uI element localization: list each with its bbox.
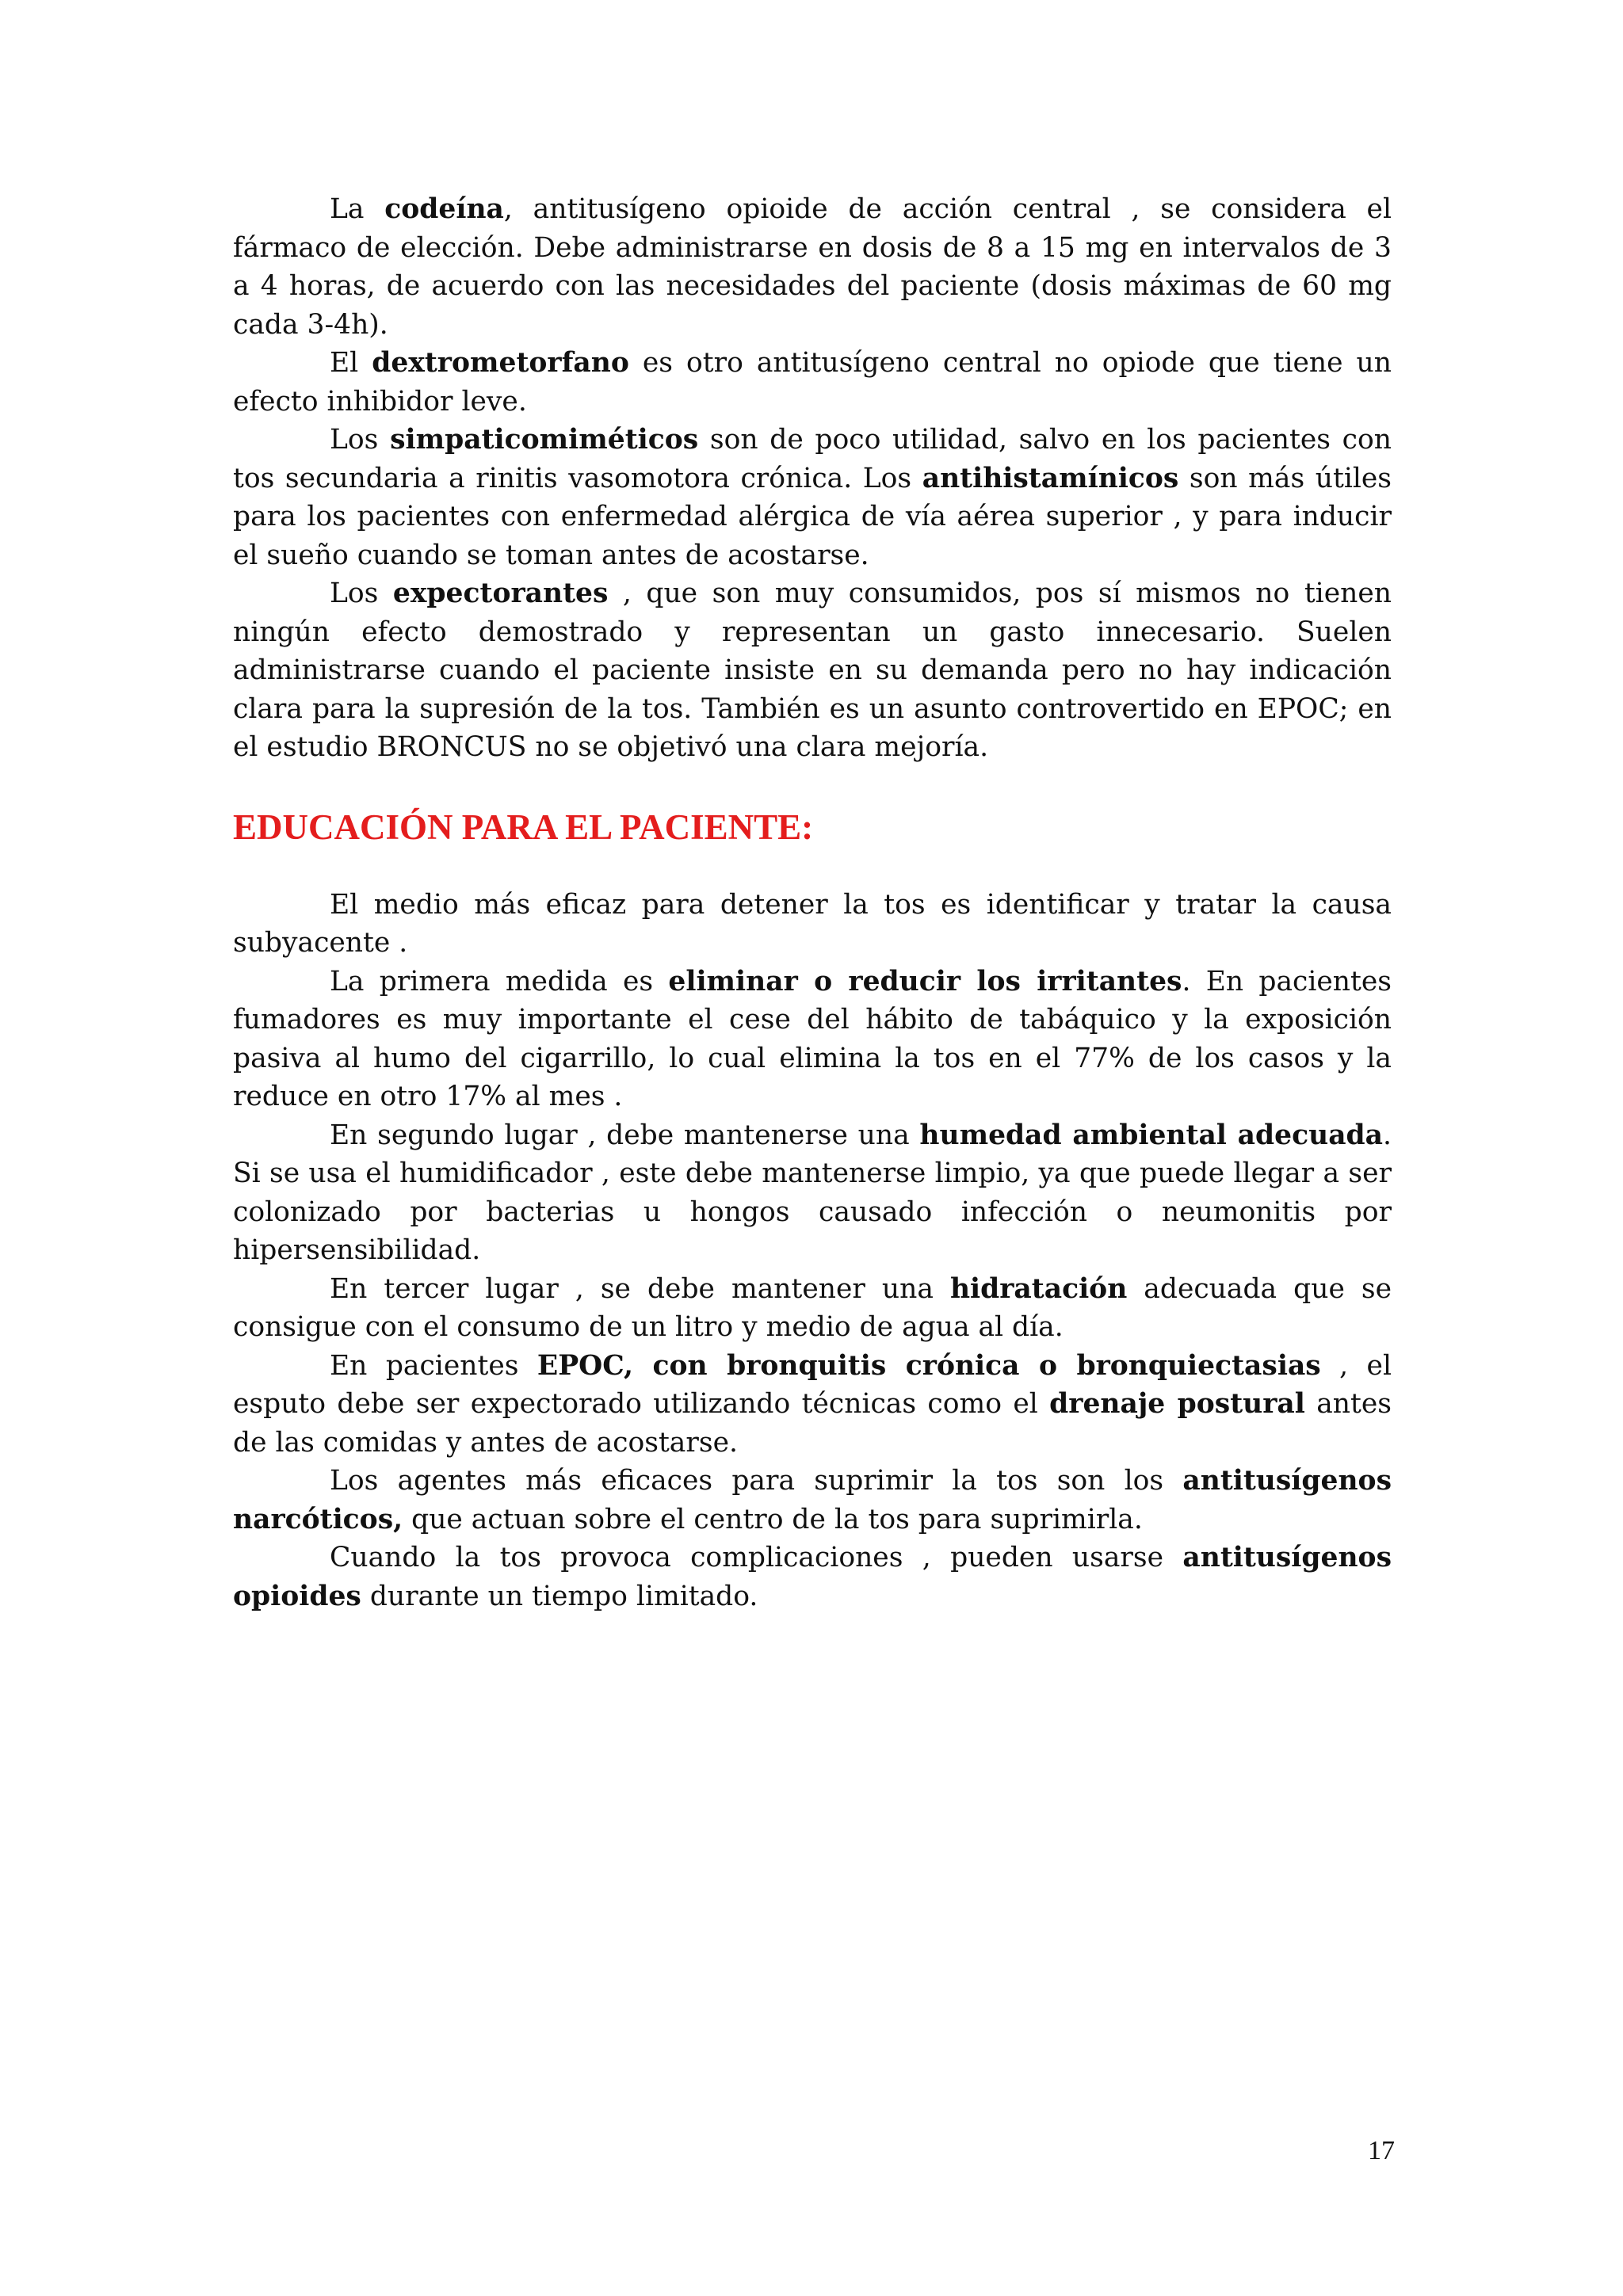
bold-term: EPOC, con bronquitis crónica o bronquiectasias [537,1349,1321,1382]
paragraph-text: Los [330,578,393,609]
bold-term: humedad ambiental adecuada [919,1119,1384,1151]
paragraph-text: El medio más eficaz para detener la tos es identificar y tratar la causa subyacente . [233,888,1392,959]
bold-term: hidratación [949,1272,1128,1305]
paragraph-text: antes de las comidas y antes de acostarse. [233,1388,1392,1459]
paragraph-text: durante un tiempo limitado. [361,1580,758,1612]
bold-term: eliminar o reducir los irritantes [668,965,1182,997]
paragraph-text: es otro antitusígeno central no opiode que tiene un efecto inhibidor leve. [233,347,1392,418]
paragraph-text: En tercer lugar , se debe mantener una [330,1272,950,1305]
paragraph-text: , que son muy consumidos, pos sí mismos no tienen ningún efecto demostrado y representan un gasto innecesario. Suelen administrarse cuando el paciente insiste en su demanda pero no hay indicación clara para la supresión de la tos. También es un asunto controvertido en EPOC; en el estudio BRONCUS no se objetivó una clara mejoría. [233,578,1392,763]
paragraph [233,1462,1392,1539]
paragraph-text: Cuando la tos provoca complicaciones , pueden usarse [330,1542,1183,1573]
paragraph-group-treatment [233,190,1392,767]
bold-term: antitusígenos narcóticos, [233,1465,1392,1535]
paragraph [233,1539,1392,1615]
paragraph [233,1116,1392,1270]
paragraph [233,574,1392,767]
paragraph-text: El [330,347,372,379]
page-number: 17 [1368,2136,1395,2165]
paragraph-text: En segundo lugar , debe mantenerse una [330,1119,920,1151]
bold-term: antitusígenos opioides [233,1542,1392,1612]
bold-term: codeína [384,193,504,225]
paragraph [233,421,1392,574]
paragraph [233,1347,1392,1463]
paragraph-text: que actuan sobre el centro de la tos para suprimirla. [403,1503,1143,1535]
bold-term: dextrometorfano [372,347,629,379]
paragraph-text: . En pacientes fumadores es muy importante el cese del hábito de tabáquico y la exposición pasiva al humo del cigarrillo, lo cual elimina la tos en el 77% de los casos y la reduce en otro 17% al mes . [233,965,1392,1112]
paragraph [233,190,1392,344]
paragraph-text: son más útiles para los pacientes con enfermedad alérgica de vía aérea superior , y para inducir el sueño cuando se toman antes de acostarse. [233,462,1392,571]
paragraph-text: La [330,193,385,225]
bold-term: antihistamínicos [922,462,1179,494]
paragraph-text: Los agentes más eficaces para suprimir la tos son los [330,1465,1183,1497]
paragraph-text: Los [330,424,391,456]
paragraph [233,886,1392,963]
paragraph-text: La primera medida es [330,965,669,997]
paragraph-text: . Si se usa el humidificador , este debe mantenerse limpio, ya que puede llegar a ser colonizado por bacterias u hongos causado infección o neumonitis por hipersensibilidad. [233,1119,1392,1266]
paragraph-text: son de poco utilidad, salvo en los pacientes con tos secundaria a rinitis vasomotora crónica. Los [233,424,1392,494]
paragraph-text: adecuada que se consigue con el consumo de un litro y medio de agua al día. [233,1272,1392,1343]
paragraph-text: , el esputo debe ser expectorado utilizando técnicas como el [233,1349,1392,1420]
paragraph [233,344,1392,421]
paragraph [233,963,1392,1116]
bold-term: simpaticomiméticos [390,424,699,456]
section-heading: EDUCACIÓN PARA EL PACIENTE: [233,807,814,847]
paragraph [233,1270,1392,1347]
paragraph-text: En pacientes [330,1349,537,1382]
paragraph-group-patient-education [233,886,1392,1616]
document-body [233,190,1392,1615]
paragraph-text: , antitusígeno opioide de acción central , se considera el fármaco de elección. Debe administrarse en dosis de 8 a 15 mg en intervalos de 3 a 4 horas, de acuerdo con las necesidades del paciente (dosis máximas de 60 mg cada 3-4h). [233,193,1392,341]
bold-term: drenaje postural [1049,1388,1305,1420]
bold-term: expectorantes [392,578,609,609]
